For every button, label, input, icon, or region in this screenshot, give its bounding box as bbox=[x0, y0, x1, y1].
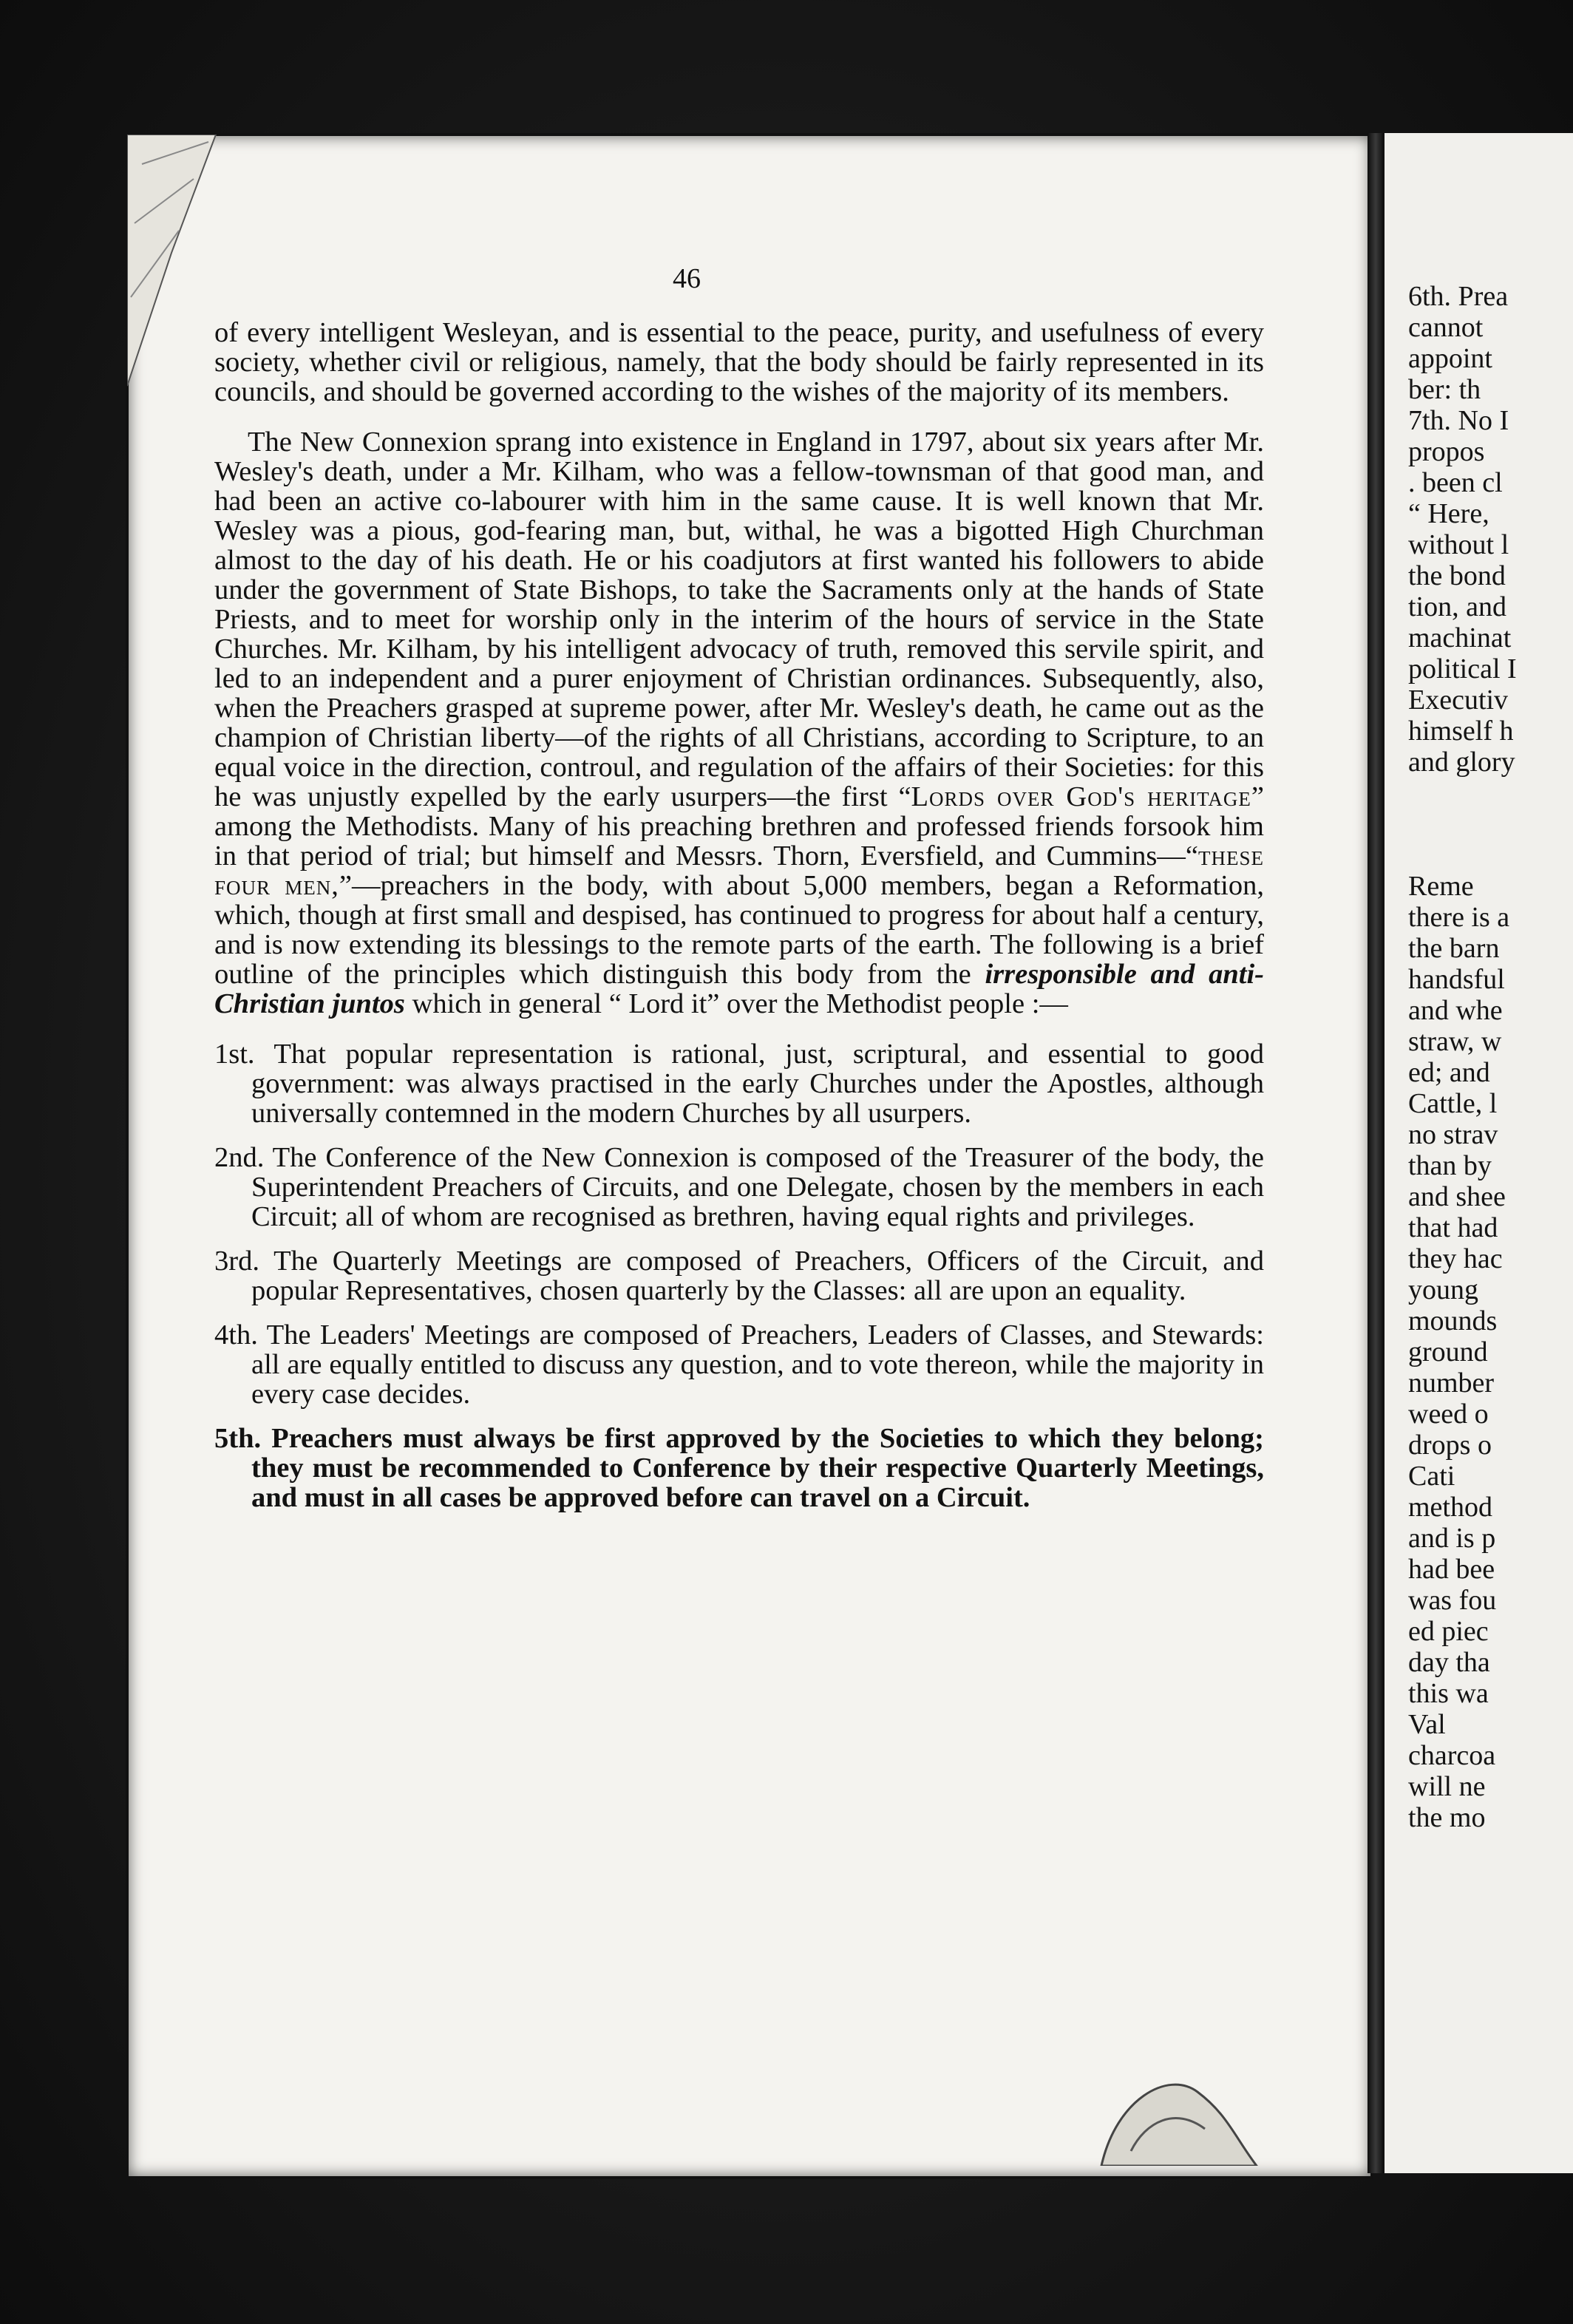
principle-item bbox=[214, 1424, 1264, 1512]
right-page-line: charcoa bbox=[1408, 1740, 1496, 1771]
principle-number: 5th. bbox=[214, 1423, 262, 1454]
right-page-line: method bbox=[1408, 1492, 1492, 1523]
right-page-line: cannot bbox=[1408, 312, 1484, 343]
book-gutter bbox=[1368, 133, 1384, 2173]
principle-text: Preachers must always be first approved by the Societies to which they belong; they must be recommended to Conference by their respective Quarterly Meetings, and must in all cases be approved before can travel on a Circuit. bbox=[251, 1423, 1264, 1513]
paragraph-history bbox=[214, 427, 1264, 1019]
right-page-line: no strav bbox=[1408, 1119, 1498, 1150]
right-page-line: himself h bbox=[1408, 716, 1514, 747]
right-page-line: and whe bbox=[1408, 995, 1503, 1026]
right-page-line: Reme bbox=[1408, 871, 1474, 902]
right-page-line: and glory bbox=[1408, 747, 1515, 778]
right-page-line: Cattle, l bbox=[1408, 1088, 1498, 1119]
principle-text: That popular representation is rational, just, scriptural, and essential to good government: was always practised in the early Churches under the Apostles, although universally contemned in the modern Churches by all usurpers. bbox=[251, 1039, 1264, 1129]
right-page-line: without l bbox=[1408, 529, 1509, 560]
principle-text: The Conference of the New Connexion is composed of the Treasurer of the body, the Superintendent Preachers of Circuits, and one Delegate, chosen by the members in each Circuit; all of whom are recognised as brethren, having equal rights and privileges. bbox=[251, 1142, 1264, 1232]
right-page-line: Cati bbox=[1408, 1461, 1455, 1492]
right-page-line: propos bbox=[1408, 436, 1485, 467]
principle-item bbox=[214, 1320, 1264, 1409]
right-page-line: political I bbox=[1408, 653, 1517, 684]
right-page-text-fragments bbox=[1408, 281, 1573, 1833]
history-text-c: ”—preachers in the body, with about 5,000 members, began a Reformation, which, though at first small and despised, has continued to progress for about half a century, and is now extending its blessings to the remote parts of the earth. The following is a brief outline of the principles which distinguish this body from the bbox=[214, 870, 1264, 990]
right-page-line: the mo bbox=[1408, 1802, 1486, 1833]
right-page-line: ber: th bbox=[1408, 374, 1481, 405]
history-text-b: ” among the Methodists. Many of his preaching brethren and professed friends forsook him in that period of trial; but himself and Messrs. Thorn, Eversfield, and Cummins—“ bbox=[214, 781, 1264, 872]
right-page-line bbox=[1408, 778, 1573, 809]
right-page-line: and shee bbox=[1408, 1181, 1506, 1212]
right-page-line: ground bbox=[1408, 1336, 1488, 1367]
right-page-line: machinat bbox=[1408, 622, 1512, 653]
history-text-d: which in general “ Lord it” over the Methodist people :— bbox=[404, 988, 1068, 1019]
right-page-line: had bee bbox=[1408, 1554, 1495, 1585]
history-italic-juntos: irresponsible and anti-Christian juntos bbox=[214, 959, 1264, 1019]
page-damage-decoration bbox=[1087, 2040, 1264, 2166]
principle-number: 3rd. bbox=[214, 1246, 259, 1277]
right-page-line: weed o bbox=[1408, 1399, 1489, 1430]
right-page-line: was fou bbox=[1408, 1585, 1497, 1616]
paragraph-continuation: of every intelligent Wesleyan, and is essential to the peace, purity, and usefulness of every society, whether civil or religious, namely, that the body should be fairly represented in its councils, and should be governed according to the wishes of the majority of its members. bbox=[214, 317, 1264, 407]
principle-item bbox=[214, 1039, 1264, 1128]
right-page-line: handsful bbox=[1408, 964, 1505, 995]
right-page-line: there is a bbox=[1408, 902, 1510, 933]
principle-number: 4th. bbox=[214, 1319, 258, 1350]
right-page-line: will ne bbox=[1408, 1771, 1486, 1802]
right-page-line: than by bbox=[1408, 1150, 1492, 1181]
right-page-line: appoint bbox=[1408, 343, 1492, 374]
principle-text: The Quarterly Meetings are composed of Preachers, Officers of the Circuit, and popular Representatives, chosen quarterly by the Classes: all are upon an equality. bbox=[251, 1246, 1264, 1306]
right-page-line: 6th. Prea bbox=[1408, 281, 1509, 312]
right-page-line bbox=[1408, 840, 1573, 871]
principle-text: The Leaders' Meetings are composed of Preachers, Leaders of Classes, and Stewards: all are equally entitled to discuss any question, and to vote thereon, while the majority in every case decides. bbox=[251, 1319, 1264, 1410]
history-smallcaps-four-men: these four men, bbox=[214, 840, 1264, 901]
principle-number: 1st. bbox=[214, 1039, 255, 1070]
right-page-line: that had bbox=[1408, 1212, 1498, 1243]
right-page-line: 7th. No I bbox=[1408, 405, 1509, 436]
right-page-line: straw, w bbox=[1408, 1026, 1502, 1057]
right-page-line: Val bbox=[1408, 1709, 1446, 1740]
right-page-line: “ Here, bbox=[1408, 498, 1489, 529]
page-number: 46 bbox=[673, 263, 701, 294]
right-page-line: Executiv bbox=[1408, 684, 1509, 716]
right-page-line: this wa bbox=[1408, 1678, 1489, 1709]
history-smallcaps-lords: Lords over God's heritage bbox=[911, 781, 1251, 812]
principle-item bbox=[214, 1246, 1264, 1305]
right-page-line: tion, and bbox=[1408, 591, 1506, 622]
right-page-line: young bbox=[1408, 1274, 1478, 1305]
right-page-line: ed piec bbox=[1408, 1616, 1489, 1647]
right-page-line: day tha bbox=[1408, 1647, 1490, 1678]
right-page-line: they hac bbox=[1408, 1243, 1503, 1274]
history-text-a: The New Connexion sprang into existence in England in 1797, about six years after Mr. Wesley's death, under a Mr. Kilham, who was a fellow-townsman of that good man, and had been an active co-labourer with him in the same cause. It is well known that Mr. Wesley was a pious, god-fearing man, but, withal, he was a bigotted High Churchman almost to the day of his death. He or his coadjutors at first wanted his followers to abide under the government of State Bishops, to take the Sacraments only at the hands of State Priests, and to meet for worship only in the interim of the hours of service in the State Churches. Mr. Kilham, by his intelligent advocacy of truth, removed this servile spirit, and led to an independent and a purer enjoyment of Christian ordinances. Subsequently, also, when the Preachers grasped at supreme power, after Mr. Wesley's death, he came out as the champion of Christian liberty—of the rights of all Christians, according to Scripture, to an equal voice in the direction, controul, and regulation of the affairs of their Societies: for this he was unjustly expelled by the early usurpers—the first “ bbox=[214, 427, 1264, 812]
right-page-line: and is p bbox=[1408, 1523, 1496, 1554]
main-text-column bbox=[214, 318, 1264, 1527]
right-page-line: ed; and bbox=[1408, 1057, 1490, 1088]
right-page-line bbox=[1408, 809, 1573, 840]
right-page-line: mounds bbox=[1408, 1305, 1498, 1336]
right-page-line: the bond bbox=[1408, 560, 1506, 591]
right-page-line: . been cl bbox=[1408, 467, 1503, 498]
principle-item bbox=[214, 1143, 1264, 1231]
right-page-line: number bbox=[1408, 1367, 1495, 1399]
right-page-line: drops o bbox=[1408, 1430, 1492, 1461]
principle-number: 2nd. bbox=[214, 1142, 265, 1173]
right-page-line: the barn bbox=[1408, 933, 1500, 964]
